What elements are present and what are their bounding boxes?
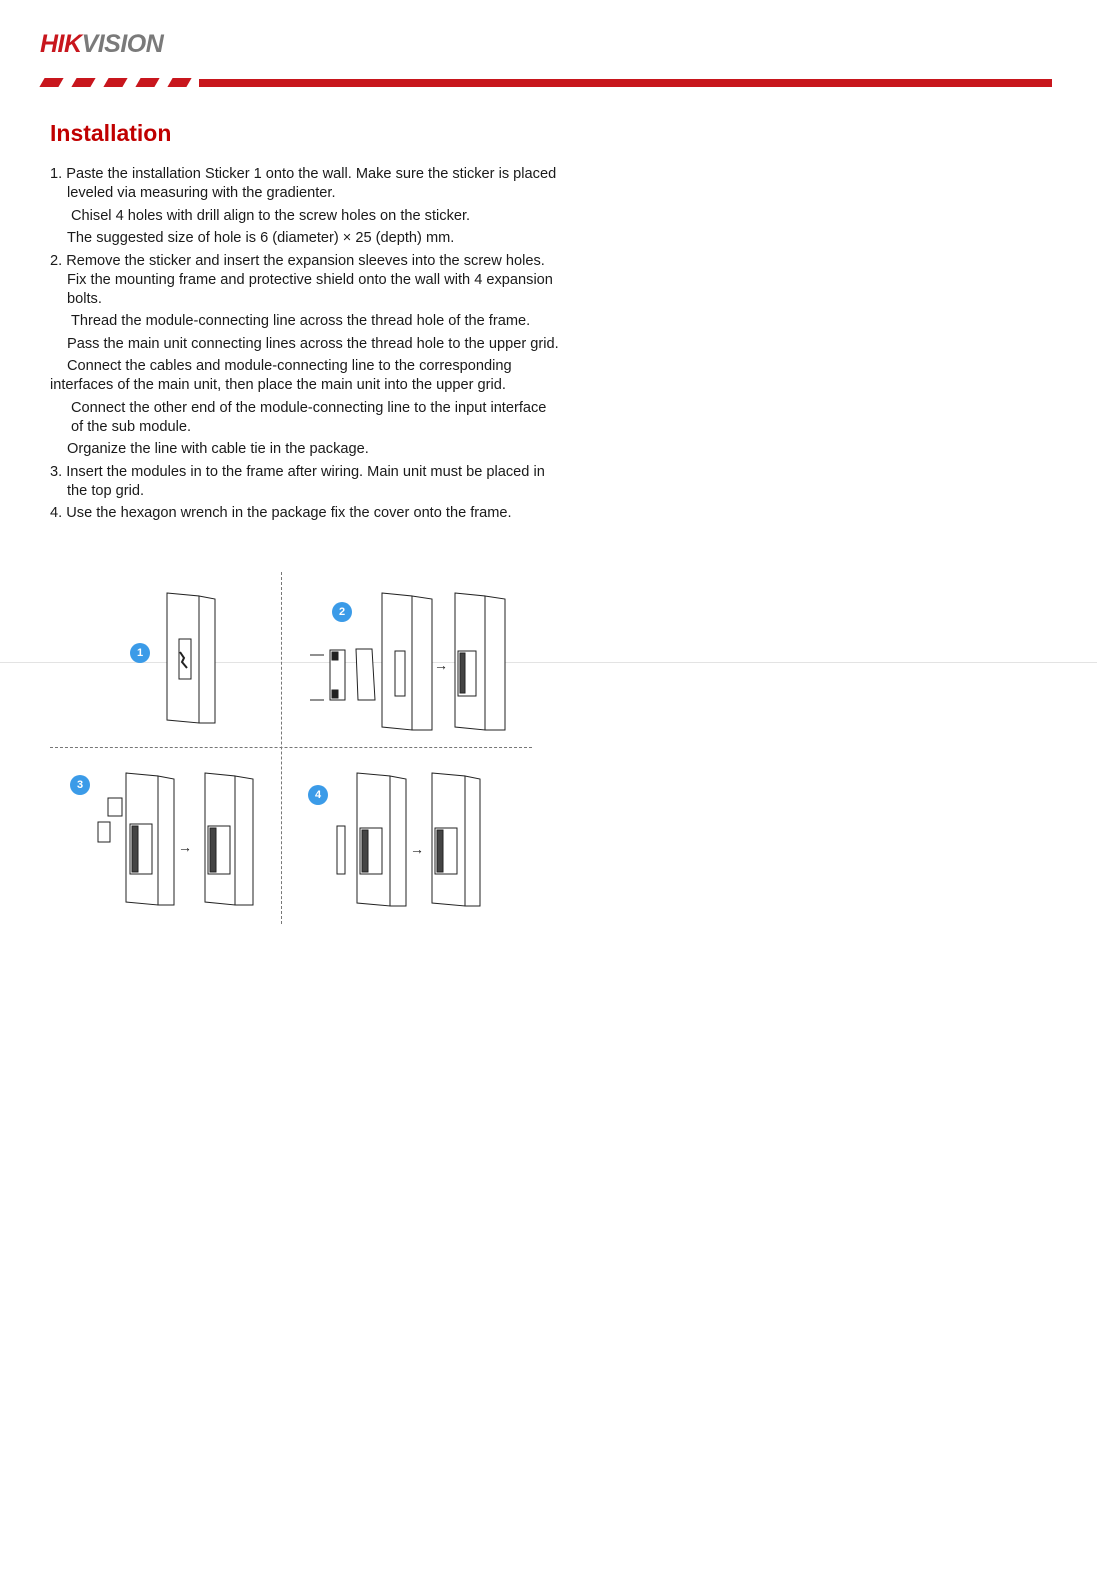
step-1: 1. Paste the installation Sticker 1 onto the wall. Make sure the sticker is placed leveled via measuring with the gradienter. [50,166,557,201]
step-badge-3: 3 [70,775,90,795]
step-badge-4: 4 [308,785,328,805]
step-2-sub-a: Thread the module-connecting line across the thread hole of the frame. [71,313,531,329]
step-2-sub-b: Pass the main unit connecting lines across the thread hole to the upper grid. [67,335,559,352]
step-3: 3. Insert the modules in to the frame after wiring. Main unit must be placed in the top grid. [50,463,545,499]
hikvision-logo [40,30,163,59]
section-title: Installation [50,120,172,146]
wall-panel-with-sticker-illustration [160,590,220,730]
step-badge-2: 2 [332,602,352,622]
step-2: 2. Remove the sticker and insert the expansion sleeves into the screw holes. Fix the mounting frame and protective shield onto the wall with 4 expansion bolts. [50,252,553,307]
step-2-sub-c: Connect the cables and module-connecting line to the corresponding interfaces of the main unit, then place the main unit into the upper grid. [50,358,512,393]
step-badge-1: 1 [130,643,150,663]
step-1-sub-a: Chisel 4 holes with drill align to the screw holes on the sticker. [71,207,471,224]
step-2-sub-d: Connect the other end of the module-connecting line to the input interface of the sub module. [71,399,547,435]
module-insertion-illustration [90,770,270,910]
installation-steps [50,165,560,527]
svg-text:→: → [410,841,424,857]
step-1-sub-b: The suggested size of hole is 6 (diameter) × 25 (depth) mm. [67,230,455,246]
frame-mounting-illustration [300,590,520,735]
header-red-bar [199,79,1052,87]
figure-vertical-divider [281,572,282,924]
cover-fixing-illustration [330,770,500,910]
step-2-sub-e: Organize the line with cable tie in the package. [67,441,369,457]
figure-horizontal-divider [50,747,532,748]
svg-text:→: → [434,657,448,673]
logo-hik: HIK [40,30,82,58]
logo-vision: VISION [81,30,164,58]
svg-text:→: → [178,839,192,855]
step-4: 4. Use the hexagon wrench in the package fix the cover onto the frame. [50,505,512,521]
